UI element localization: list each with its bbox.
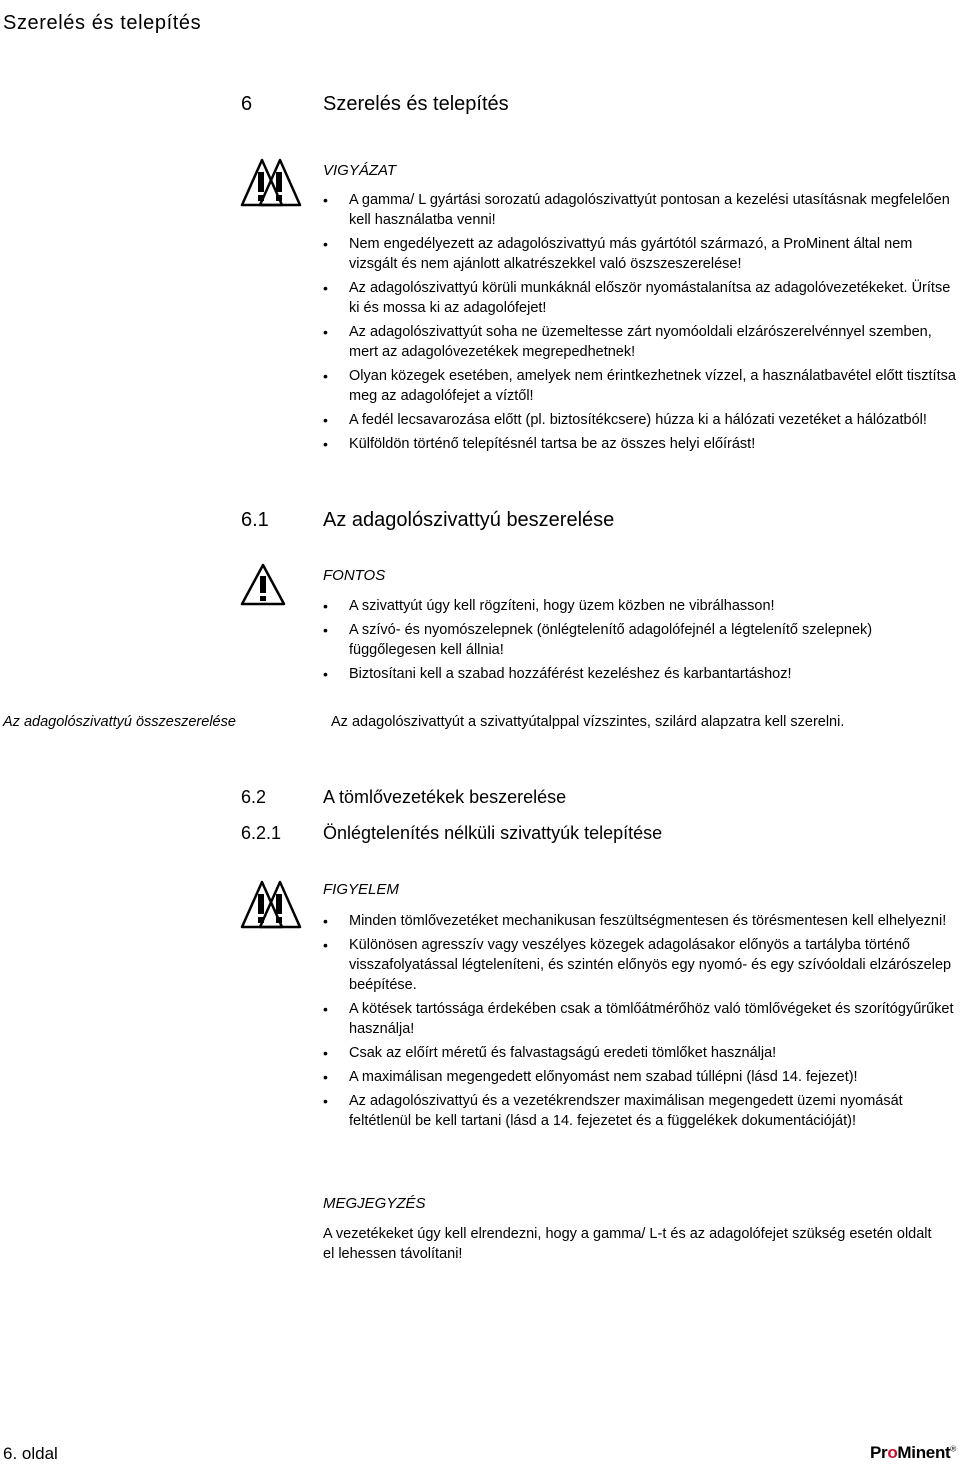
list-item: • Az adagolószivattyút soha ne üzemeltesse zárt nyomóoldali elzárószerelvénnyel szemben, mert az adagolóvezetékek megrepedhetnek! (323, 322, 959, 362)
list-item: • Csak az előírt méretű és falvastagságú eredeti tömlőket használja! (323, 1043, 959, 1063)
attention-label: FIGYELEM (323, 881, 399, 898)
exclamation-triangle-icon (240, 563, 286, 607)
assembly-text: Az adagolószivattyút a szivattyútalppal vízszintes, szilárd alapzatra kell szerelni. (331, 714, 845, 730)
list-item: • A fedél lecsavarozása előtt (pl. biztosítékcsere) húzza ki a hálózati vezetéket a hálózatból! (323, 410, 959, 430)
double-exclamation-triangle-icon (240, 880, 302, 930)
section-number: 6.2.1 (241, 823, 282, 843)
important-list (323, 596, 959, 688)
prominent-logo: ProMinent® (869, 1443, 956, 1462)
list-item: • Olyan közegek esetében, amelyek nem érintkezhetnek vízzel, a használatbavétel előtt tisztítsa meg az adagolófejet a víztől! (323, 366, 959, 406)
list-item: • Különösen agresszív vagy veszélyes közegek adagolásakor előnyös a tartályba történő visszafolyatással légteleníteni, és szintén előnyös egy nyomó- és egy szívóoldali elzárószelep beépítése. (323, 935, 959, 995)
page-number: 6. oldal (3, 1444, 58, 1463)
chapter-number: 6 (241, 93, 253, 115)
list-item: • Az adagolószivattyú és a vezetékrendszer maximálisan megengedett üzemi nyomását feltétlenül be kell tartani (lásd a 14. fejezetet és a függelékek dokumentációját)! (323, 1091, 959, 1131)
running-header: Szerelés és telepítés (3, 12, 202, 34)
warning-list (323, 190, 959, 458)
list-item: • A szívó- és nyomószelepnek (önlégtelenítő adagolófejnél a légtelenítő szelepnek) függőlegesen kell állnia! (323, 620, 959, 660)
chapter-title: Szerelés és telepítés (323, 93, 509, 115)
section-title: A tömlővezetékek beszerelése (323, 787, 567, 807)
note-text: A vezetékeket úgy kell elrendezni, hogy a gamma/ L-t és az adagolófejet szükség esetén oldalt el lehessen távolítani! (323, 1226, 932, 1262)
list-item: • A gamma/ L gyártási sorozatú adagolószivattyút pontosan a kezelési utasításnak megfelelően kell használatba venni! (323, 190, 959, 230)
note-label: MEGJEGYZÉS (323, 1195, 426, 1212)
list-item: • Külföldön történő telepítésnél tartsa be az összes helyi előírást! (323, 434, 959, 454)
list-item: • Az adagolószivattyú körüli munkáknál először nyomástalanítsa az adagolóvezetékeket. Ürítse ki és mossa ki az adagolófejet! (323, 278, 959, 318)
section-title: Az adagolószivattyú beszerelése (323, 509, 615, 531)
section-number: 6.1 (241, 509, 269, 531)
warning-label: VIGYÁZAT (323, 162, 397, 179)
list-item: • Nem engedélyezett az adagolószivattyú más gyártótól származó, a ProMinent által nem vizsgált és nem ajánlott alkatrészekkel való öszszeszerelése! (323, 234, 959, 274)
assembly-side-label: Az adagolószivattyú összeszerelése (3, 714, 236, 730)
list-item: • Minden tömlővezetéket mechanikusan feszültségmentesen és törésmentesen kell elhelyezni! (323, 911, 959, 931)
list-item: • A kötések tartóssága érdekében csak a tömlőátmérőhöz való tömlővégeket és szorítógyűrűket használja! (323, 999, 959, 1039)
double-exclamation-triangle-icon (240, 158, 302, 208)
list-item: • A szivattyút úgy kell rögzíteni, hogy üzem közben ne vibrálhasson! (323, 596, 959, 616)
important-label: FONTOS (323, 567, 386, 584)
section-title: Önlégtelenítés nélküli szivattyúk telepítése (323, 823, 663, 843)
attention-list (323, 911, 959, 1135)
section-number: 6.2 (241, 787, 267, 807)
list-item: • Biztosítani kell a szabad hozzáférést kezeléshez és karbantartáshoz! (323, 664, 959, 684)
list-item: • A maximálisan megengedett előnyomást nem szabad túllépni (lásd 14. fejezet)! (323, 1067, 959, 1087)
